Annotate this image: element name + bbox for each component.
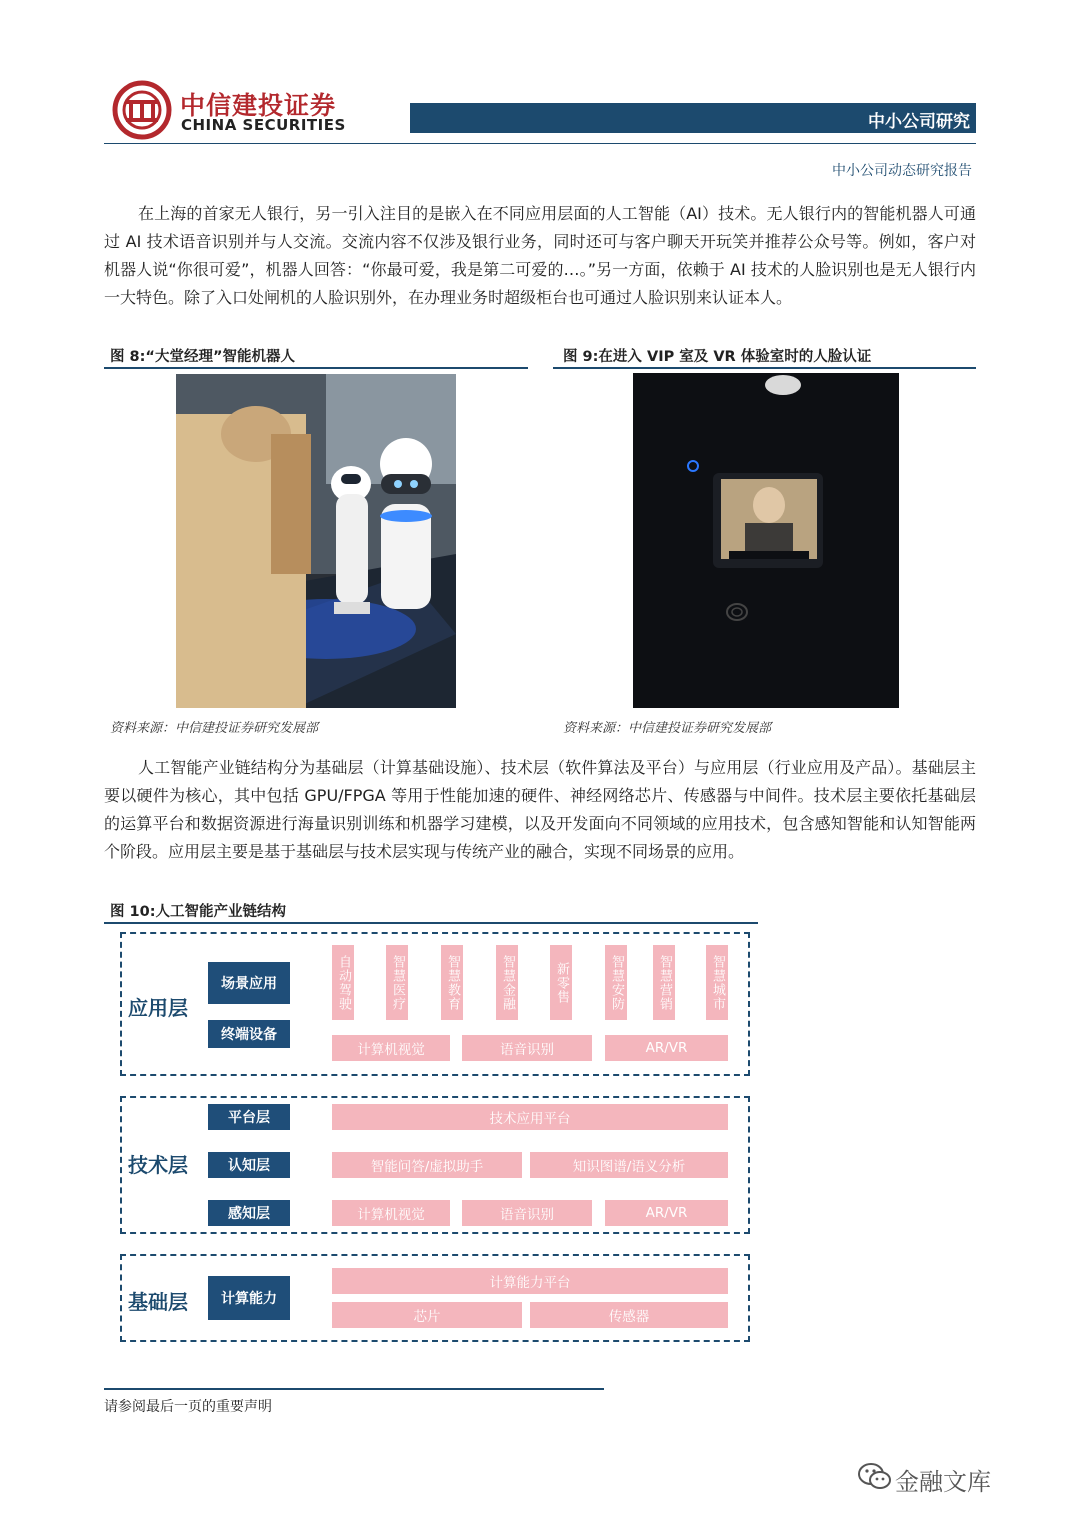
header-bar (410, 103, 976, 133)
robot-photo (176, 374, 456, 708)
cognition-layer-box: 认知层 (208, 1152, 290, 1178)
figure-8-title: 图 8:“大堂经理”智能机器人 (110, 349, 295, 365)
figure-9-rule (553, 367, 976, 369)
brand-name-en: CHINA SECURITIES (181, 116, 346, 134)
scenario-smart-finance: 智慧金融 (496, 945, 518, 1020)
section-title: 中小公司研究 (868, 112, 970, 132)
scenario-new-retail: 新零售 (550, 945, 572, 1020)
knowledge-graph-box: 知识图谱/语义分析 (530, 1152, 728, 1178)
company-logo (112, 80, 172, 140)
report-type: 中小公司动态研究报告 (832, 163, 972, 179)
tech-speech-recognition-box: 语音识别 (462, 1200, 592, 1226)
figure-9-title: 图 9:在进入 VIP 室及 VR 体验室时的人脸认证 (563, 349, 872, 365)
scenario-smart-marketing: 智慧营销 (653, 945, 675, 1020)
tech-ar-vr-box: AR/VR (605, 1200, 728, 1226)
app-computer-vision-box: 计算机视觉 (332, 1035, 450, 1061)
technology-layer-label: 技术层 (128, 1153, 188, 1177)
smart-qa-assistant-box: 智能问答/虚拟助手 (332, 1152, 522, 1178)
compute-platform-box: 计算能力平台 (332, 1268, 728, 1294)
body-paragraph-1: 在上海的首家无人银行，另一引入注目的是嵌入在不同应用层面的人工智能（AI）技术。无人银行内的智能机器人可通过 AI 技术语音识别并与人交流。交流内容不仅涉及银行业务，同时还可与客户聊天开玩笑并推荐公众号等。例如，客户对机器人说“你很可爱”，机器人回答：“你最可爱，我是第二可爱的…。”另一方面，依赖于 AI 技术的人脸识别也是无人银行内一大特色。除了入口处闸机的人脸识别外，在办理业务时超级柜台也可通过人脸识别来认证本人。 (104, 204, 976, 307)
scenario-smart-city: 智慧城市 (706, 945, 728, 1020)
figure-8-source: 资料来源：中信建投证券研究发展部 (110, 721, 319, 736)
footer-divider (104, 1388, 604, 1390)
scene-application-box: 场景应用 (208, 962, 290, 1004)
scenario-autonomous-driving: 自动驾驶 (332, 945, 354, 1020)
header-divider (104, 143, 976, 144)
scenario-smart-healthcare: 智慧医疗 (386, 945, 408, 1020)
chip-box: 芯片 (332, 1302, 522, 1328)
disclaimer-note: 请参阅最后一页的重要声明 (104, 1399, 272, 1415)
wechat-icon (858, 1462, 892, 1492)
face-recognition-photo (633, 373, 899, 708)
watermark-text: 金融文库 (895, 1468, 991, 1496)
brand-name-cn: 中信建投证券 (180, 91, 337, 120)
sensor-box: 传感器 (530, 1302, 728, 1328)
foundation-layer-label: 基础层 (128, 1290, 188, 1314)
app-speech-recognition-box: 语音识别 (462, 1035, 592, 1061)
figure-9-source: 资料来源：中信建投证券研究发展部 (563, 721, 772, 736)
application-layer-label: 应用层 (128, 996, 188, 1020)
app-ar-vr-box: AR/VR (605, 1035, 728, 1061)
tech-computer-vision-box: 计算机视觉 (332, 1200, 450, 1226)
figure-10-rule (104, 922, 758, 924)
terminal-device-box: 终端设备 (208, 1020, 290, 1048)
body-paragraph-2: 人工智能产业链结构分为基础层（计算基础设施）、技术层（软件算法及平台）与应用层（行业应用及产品）。基础层主要以硬件为核心，其中包括 GPU/FPGA 等用于性能加速的硬件、神经网络芯片、传感器与中间件。技术层主要依托基础层的运算平台和数据资源进行海量识别训练和机器学习建模，以及开发面向不同领域的应用技术，包含感知智能和认知智能两个阶段。应用层主要是基于基础层与技术层实现与传统产业的融合，实现不同场景的应用。 (104, 758, 976, 861)
figure-10-title: 图 10:人工智能产业链结构 (110, 904, 287, 920)
scenario-smart-education: 智慧教育 (441, 945, 463, 1020)
compute-capability-box: 计算能力 (208, 1276, 290, 1320)
perception-layer-box: 感知层 (208, 1200, 290, 1226)
scenario-smart-security: 智慧安防 (605, 945, 627, 1020)
tech-application-platform-box: 技术应用平台 (332, 1104, 728, 1130)
platform-layer-box: 平台层 (208, 1104, 290, 1130)
figure-8-rule (104, 367, 528, 369)
